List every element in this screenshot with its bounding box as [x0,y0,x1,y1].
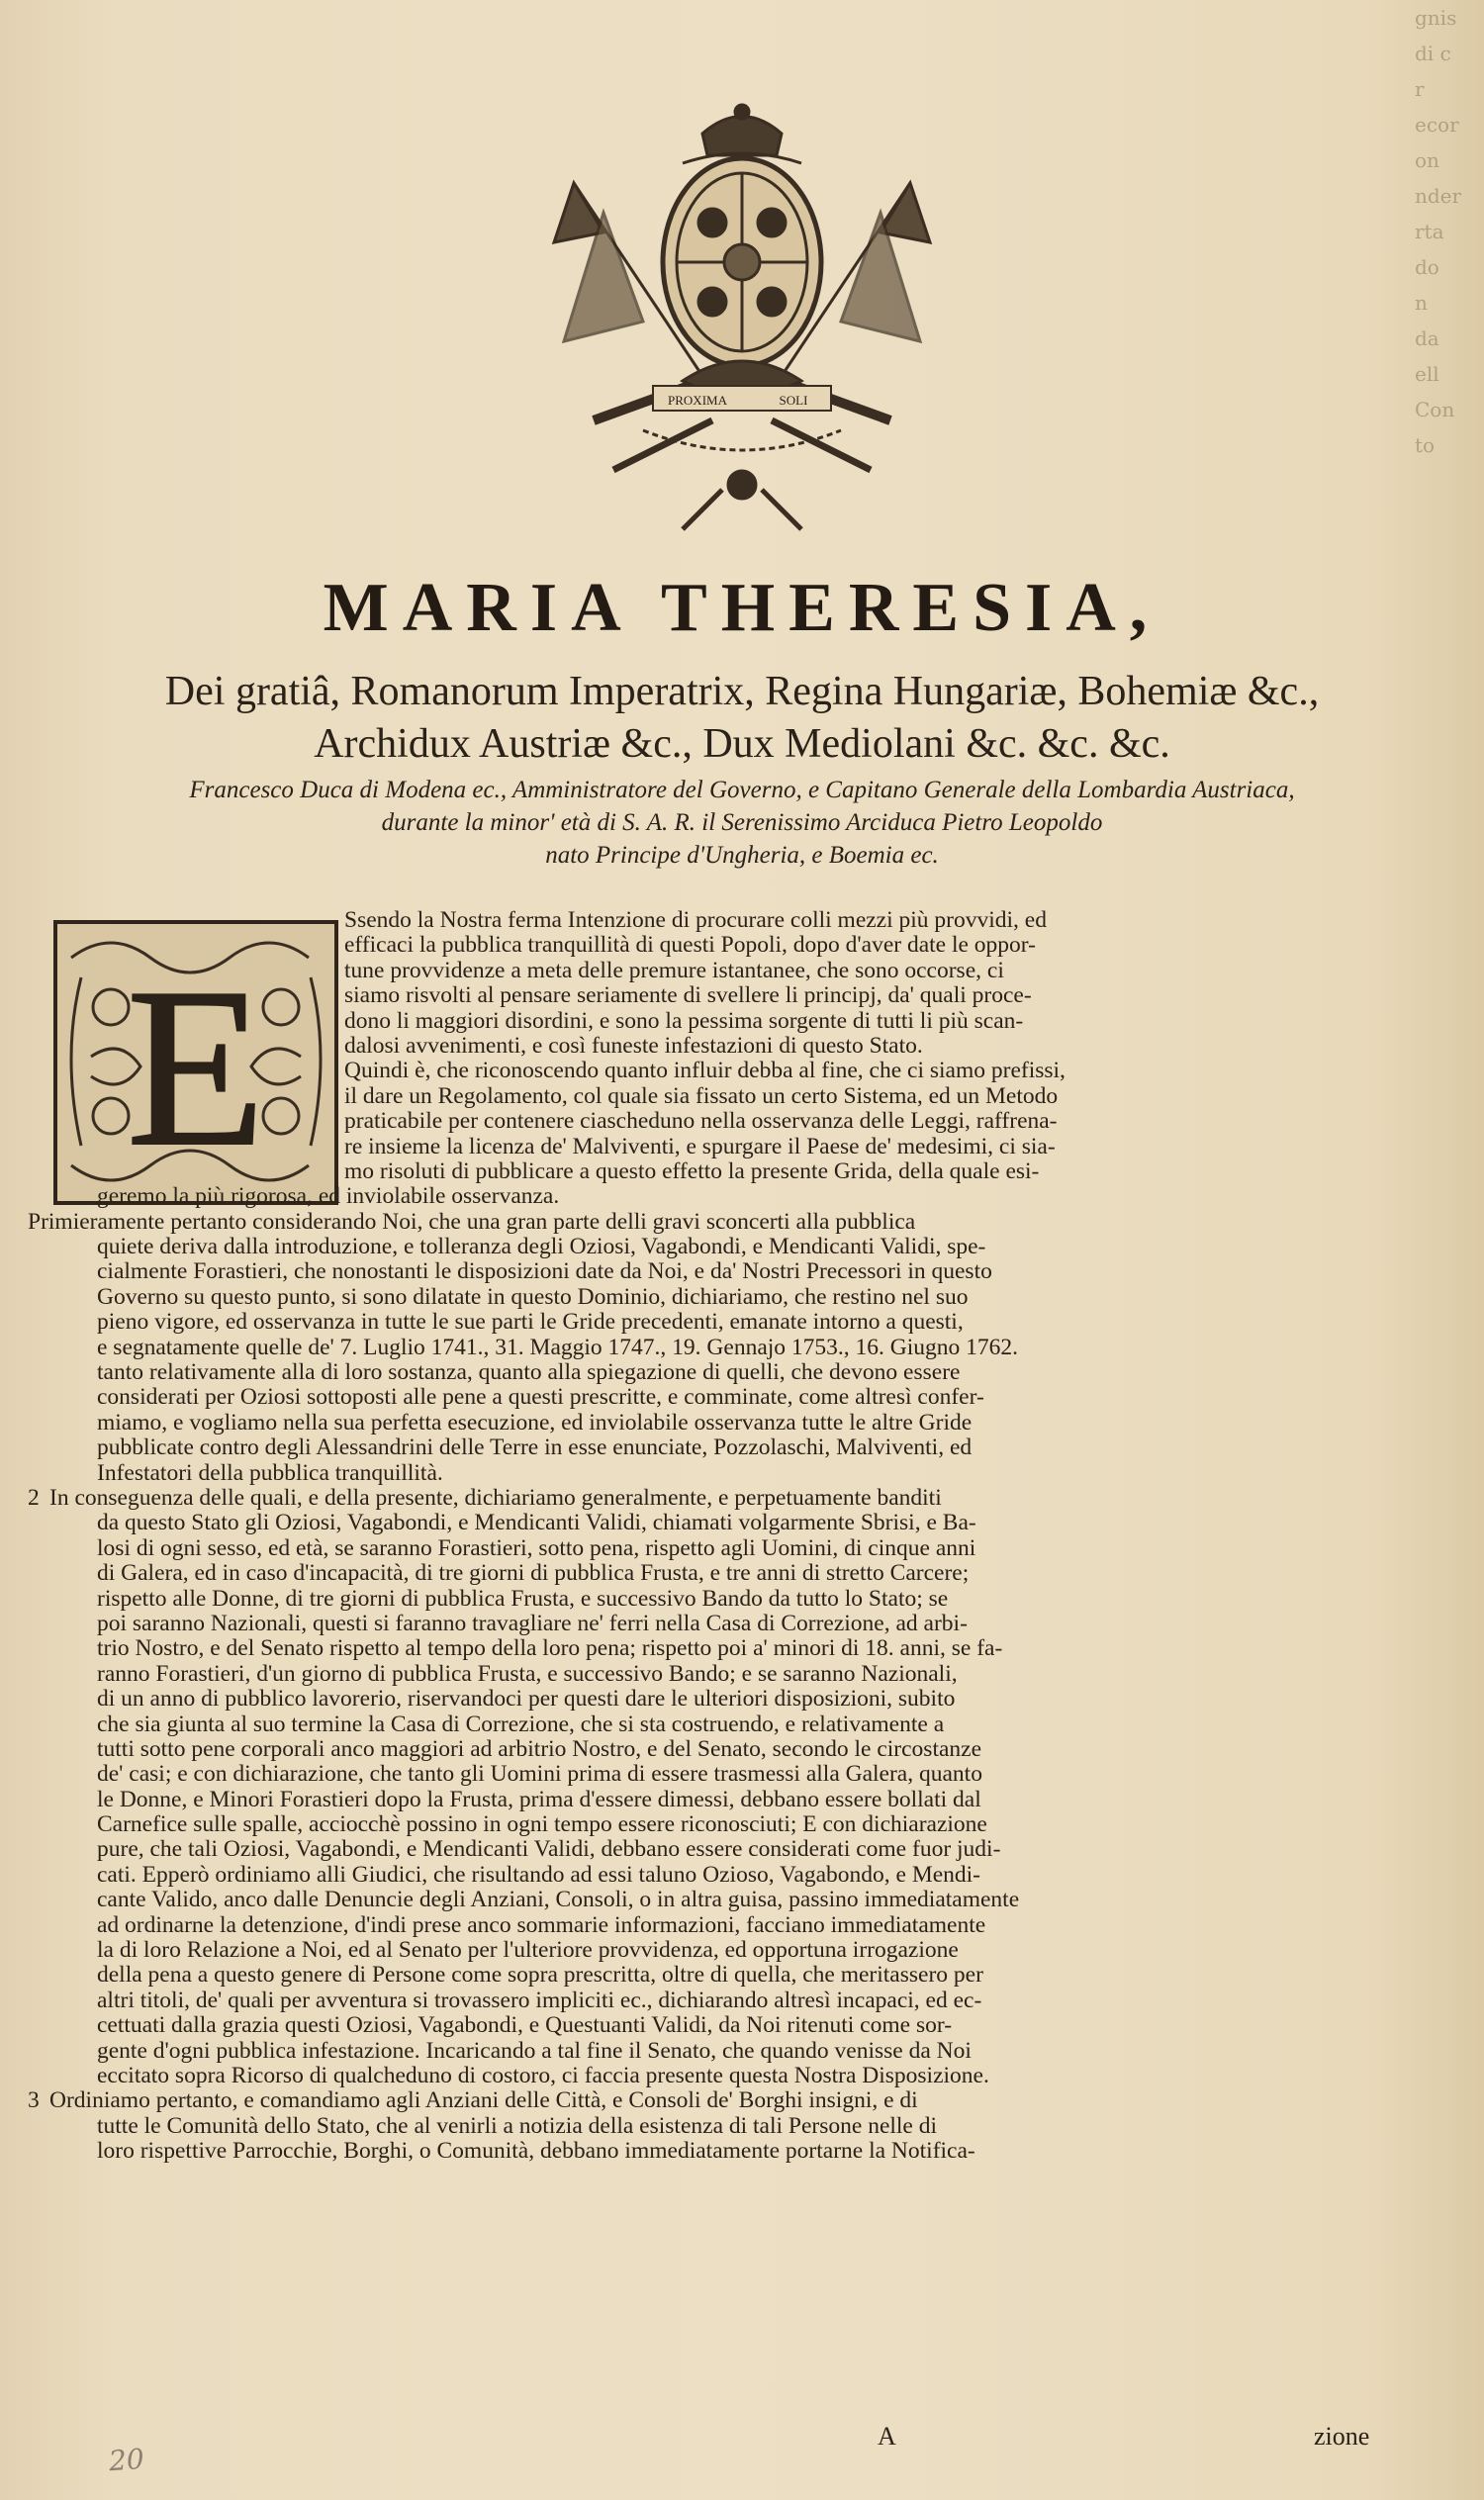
text-line: de' casi; e con dichiarazione, che tanto gli Uomini prima di essere trasmessi alla Galera, quanto [97,1762,982,1788]
bleed-line: to [1415,433,1436,457]
imperial-crest-emblem [534,94,950,534]
text-line: re insieme la licenza de' Malviventi, e spurgare il Paese de' medesimi, ci sia- [344,1134,1056,1159]
text-line: Quindi è, che riconoscendo quanto influir debba al fine, che ci siamo prefissi, [344,1059,1066,1084]
initial-letter: E [126,941,266,1193]
text-line: altri titoli, de' quali per avventura si trovassero impliciti ec., dichiarando altresì incapaci, ed ec- [97,1988,982,2013]
text-line: Carnefice sulle spalle, acciocchè possino in ogni tempo essere riconosciuti; E con dichiarazione [97,1812,987,1838]
text-line: loro rispettive Parrocchie, Borghi, o Comunità, debbano immediatamente portarne la Notifica- [97,2139,975,2165]
bleed-line: da [1415,326,1439,350]
regent-line: nato Principe d'Ungheria, e Boemia ec. [545,842,939,869]
text-line: efficaci la pubblica tranquillità di questi Popoli, dopo d'aver date le oppor- [344,933,1036,959]
bleed-line: on [1415,148,1439,172]
signature-mark: A [878,2422,896,2451]
text-line: cante Valido, anco dalle Denuncie degli Anziani, Consoli, o in altra guisa, passino immediatamente [97,1888,1020,1913]
text-line: pure, che tali Oziosi, Vagabondi, e Mendicanti Validi, debbano essere considerati come fuor judi- [97,1837,1001,1863]
text-line [28,1486,1419,1511]
text-line: quiete deriva dalla introduzione, e tolleranza degli Oziosi, Vagabondi, e Mendicanti Validi, spe- [97,1235,986,1260]
text-line: cettuati dalla grazia questi Oziosi, Vagabondi, e Questuanti Validi, da Noi ritenuti come sor- [97,2013,953,2039]
document-title: MARIA THERESIA, [323,570,1161,646]
regent-line: Francesco Duca di Modena ec., Amministratore del Governo, e Capitano Generale della Lombardia Austriaca, [189,777,1295,803]
text-line: eccitato sopra Ricorso di qualcheduno di costoro, ci faccia presente questa Nostra Disposizione. [97,2063,989,2088]
text-line: losi di ogni sesso, ed età, se saranno Forastieri, sotto pena, rispetto agli Uomini, di cinque anni [97,1535,976,1561]
text-line: rispetto alle Donne, di tre giorni di pubblica Frusta, e successivo Bando da tutto lo Stato; se [97,1586,949,1612]
title-line-2: Archidux Austriæ &c., Dux Mediolani &c. &c. &c. [314,721,1170,767]
text-line: Ssendo la Nostra ferma Intenzione di procurare colli mezzi più provvidi, ed [344,908,1047,933]
text-line: da questo Stato gli Oziosi, Vagabondi, e Mendicanti Validi, chiamati volgarmente Sbrisi, e Ba- [97,1511,976,1536]
text-line: siamo risvolti al pensare seriamente di svellere li principj, da' quali proce- [344,983,1032,1009]
paragraph-number: 3 [28,2088,40,2114]
text-line: Infestatori della pubblica tranquillità. [97,1460,443,1486]
bleed-line: Con [1415,398,1455,421]
text-line: praticabile per contenere ciascheduno nella osservanza delle Leggi, raffrena- [344,1109,1058,1135]
text-line: gente d'ogni pubblica infestazione. Incaricando a tal fine il Senato, che quando venisse da Noi [97,2038,972,2064]
text-line: ranno Forastieri, d'un giorno di pubblica Frusta, e successivo Bando; e se saranno Nazionali, [97,1661,958,1687]
text-line: il dare un Regolamento, col quale sia fissato un certo Sistema, ed un Metodo [344,1083,1059,1109]
text-line: cati. Epperò ordiniamo alli Giudici, che risultando ad essi taluno Ozioso, Vagabondo, e Mendi- [97,1862,981,1888]
bleed-line: di c [1415,42,1451,65]
regent-line: durante la minor' età di S. A. R. il Serenissimo Arciduca Pietro Leopoldo [381,809,1103,836]
text-line: considerati per Oziosi sottoposti alle pene a questi prescritte, e comminate, come altresì confer- [97,1385,984,1411]
text-line: di un anno di pubblico lavorerio, riservandoci per questi dare le ulteriori disposizioni, subito [97,1687,956,1713]
bleed-line: rta [1415,220,1444,243]
line-text: Ordiniamo pertanto, e comandiamo agli Anziani delle Città, e Consoli de' Borghi insigni, e di [49,2088,918,2114]
paragraph-number: 2 [28,1485,40,1511]
regent-statement [40,774,1444,872]
text-line: mo risoluti di pubblicare a questo effetto la presente Grida, della quale esi- [344,1158,1040,1184]
text-line: tutti sotto pene corporali anco maggiori ad arbitrio Nostro, e del Senato, secondo le circostanze [97,1736,982,1762]
text-line: ad ordinarne la detenzione, d'indi prese anco sommarie informazioni, facciano immediatamente [97,1912,986,1938]
text-line: la di loro Relazione a Noi, ed al Senato per l'ulteriore provvidenza, ed opportuna irrogazione [97,1938,959,1964]
text-line: di Galera, ed in caso d'incapacità, di tre giorni di pubblica Frusta, e tre anni di stretto Carcere; [97,1561,970,1587]
text-line: tanto relativamente alla di loro sostanza, quanto alla spiegazione di quelli, che devono essere [97,1360,961,1386]
page-footer [0,2422,1484,2461]
bleed-line: r [1415,77,1425,101]
text-line [28,2088,1419,2113]
pencil-annotation: 20 [107,2442,145,2478]
title-line-1: Dei gratiâ, Romanorum Imperatrix, Regina Hungariæ, Bohemiæ &c., [164,669,1320,714]
text-line: tutte le Comunità dello Stato, che al venirli a notizia della esistenza di tali Persone nelle di [97,2113,938,2139]
text-line: dono li maggiori disordini, e sono la pessima sorgente di tutti li più scan- [344,1008,1024,1034]
text-line: trio Nostro, e del Senato rispetto al tempo della loro pena; rispetto poi a' minori di 18. anni, se fa- [97,1636,1003,1662]
bleed-line: ecor [1415,113,1459,137]
text-line: dalosi avvenimenti, e così funeste infestazioni di questo Stato. [344,1033,923,1059]
proclamation-body [28,908,1419,2165]
text-line: Primieramente pertanto considerando Noi, che una gran parte delli gravi sconcerti alla pubblica [28,1209,916,1235]
bleed-line: ell [1415,362,1439,386]
catchword: zione [1314,2422,1370,2451]
text-line: e segnatamente quelle de' 7. Luglio 1741., 31. Maggio 1747., 19. Gennajo 1753., 16. Giugno 1762. [97,1335,1019,1360]
text-line: pieno vigore, ed osservanza in tutte le sue parti le Gride precedenti, emanate intorno a questi, [97,1310,964,1336]
text-line: miamo, e vogliamo nella sua perfetta esecuzione, ed inviolabile osservanza tutte le altre Gride [97,1410,973,1435]
text-line: cialmente Forastieri, che nonostanti le disposizioni date da Noi, e da' Nostri Precessori in questo [97,1259,992,1285]
text-line: che sia giunta al suo termine la Casa di Correzione, che si sta costruendo, e relativamente a [97,1712,945,1737]
text-line: Governo su questo punto, si sono dilatate in questo Dominio, dichiariamo, che restino nel suo [97,1284,969,1310]
text-line: pubblicate contro degli Alessandrini delle Terre in esse enunciate, Pozzolaschi, Malviventi, ed [97,1435,973,1461]
text-line: geremo la più rigorosa, ed inviolabile osservanza. [97,1184,560,1210]
text-line: poi saranno Nazionali, questi si faranno travagliare ne' ferri nella Casa di Correzione, ad arbi- [97,1611,968,1636]
bleed-line: n [1415,291,1428,315]
bleed-line: gnis [1415,6,1457,30]
bleed-line: do [1415,255,1439,279]
text-line: tune provvidenze a meta delle premure istantanee, che sono occorse, ci [344,958,1004,983]
bleed-line: nder [1415,184,1462,208]
text-line: della pena a questo genere di Persone come sopra prescritta, oltre di quella, che meritassero per [97,1963,983,1989]
motto-left: PROXIMA [668,393,727,408]
text-line: le Donne, e Minori Forastieri dopo la Frusta, prima d'essere dimessi, debbano essere bollati dal [97,1787,981,1812]
line-text: In conseguenza delle quali, e della presente, dichiariamo generalmente, e perpetuamente banditi [49,1485,942,1511]
motto-right: SOLI [779,393,808,408]
